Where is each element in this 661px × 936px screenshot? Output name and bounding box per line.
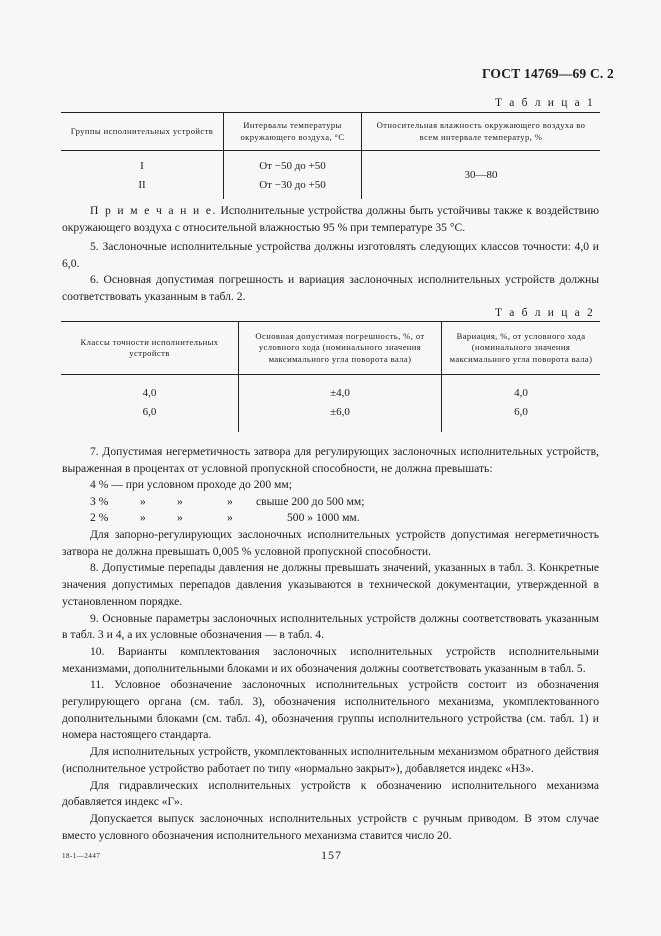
table2-header-variation: Вариация, %, от условного хода (номинального значения максимального угла поворота вала) — [442, 322, 601, 375]
table2-error-cell: ±4,0 — [239, 375, 442, 404]
paragraph-7b: Для запорно-регулирующих заслоночных исполнительных устройств допустимая негерметичность затвора не должна превышать 0,005 % условной пропускной способности. — [62, 528, 599, 558]
list-item: 2 % » » » 500 » 1000 мм. — [90, 511, 360, 525]
table2-variation-cell: 4,0 — [442, 375, 601, 404]
paragraph-6: 6. Основная допустимая погрешность и вариация заслоночных исполнительных устройств должны соответствовать указанным в табл. 2. — [62, 273, 599, 304]
table-row — [61, 151, 600, 177]
table1-header-humidity: Относительная влажность окружающего воздуха во всем интервале температур, % — [362, 113, 601, 151]
list-item: 3 % » » » свыше 200 до 500 мм; — [90, 494, 365, 508]
list-item: 4 % — при условном проходе до 200 мм; — [90, 478, 292, 491]
table1-temperature-cell: От −30 до +50 — [224, 176, 362, 199]
paragraphs-5-6 — [62, 239, 599, 306]
table2-class-cell: 6,0 — [142, 406, 157, 418]
table2-header-class: Классы точности исполнительных устройств — [80, 336, 219, 358]
paragraph-10: 10. Варианты комплектования заслоночных исполнительных устройств исполнительными механизмами, дополнительными блоками и их обозначения должны соответствовать указанным в табл. 5. — [62, 644, 599, 675]
table2-caption: Т а б л и ц а 2 — [494, 307, 595, 319]
paragraphs-7b-to-11d — [62, 527, 599, 844]
page-number: 157 — [321, 848, 342, 862]
table-row — [61, 375, 600, 404]
table1-caption: Т а б л и ц а 1 — [494, 97, 595, 109]
table2-header-error: Основная допустимая погрешность, %, от условного хода (номинального значения максимального угла поворота вала) — [239, 322, 442, 375]
table1-header-row — [61, 113, 600, 151]
table2-class-cell: 4,0 — [142, 387, 157, 399]
paragraph-5: 5. Заслоночные исполнительные устройства должны изготовлять следующих классов точности: 4,0 и 6,0. — [62, 240, 599, 270]
table1-group-cell: I — [140, 160, 144, 172]
table1-group-cell: II — [138, 179, 146, 191]
table1-header-groups: Группы исполнительных устройств — [70, 125, 214, 136]
paragraph-11d: Допускается выпуск заслоночных исполнительных устройств с ручным приводом. В этом случае вместо условного обозначения исполнительного механизма ставится число 20. — [62, 811, 599, 842]
leak-list — [90, 477, 510, 527]
print-code: 18-1—2447 — [62, 852, 101, 860]
table-row — [61, 403, 600, 432]
page-header: ГОСТ 14769—69 С. 2 — [481, 66, 614, 81]
table1-header-temperature: Интервалы температуры окружающего воздуха, °С — [224, 113, 362, 151]
paragraph-11b: Для исполнительных устройств, укомплектованных исполнительным механизмом обратного действия (исполнительное устройство работает по типу «нормально закрыт»), добавляется индекс «НЗ». — [62, 745, 599, 775]
table2-header-row — [61, 322, 600, 375]
paragraph-11: 11. Условное обозначение заслоночных исполнительных устройств состоит из обозначения регулирующего органа (см. табл. 3), обозначения исполнительного механизма, укомплектованного дополнительными блоками (см. табл. 4), обозначения группы исполнительного устройства (см. табл. 1) и номера настоящего стандарта. — [62, 678, 599, 742]
table1 — [61, 112, 600, 199]
note-paragraph — [62, 203, 599, 236]
table2-error-cell: ±6,0 — [239, 403, 442, 432]
paragraph-11c: Для гидравлических исполнительных устройств к обозначению исполнительного механизма добавляется индекс «Г». — [62, 778, 599, 809]
note-label: П р и м е ч а н и е. — [90, 204, 217, 217]
table1-temperature-cell: От −50 до +50 — [224, 151, 362, 177]
note-text: Исполнительные устройства должны быть устойчивы также к воздействию окружающего воздуха с относительной влажностью 95 % при температуре 35 °С. — [62, 204, 599, 234]
table1-humidity-cell: 30—80 — [362, 151, 601, 200]
paragraph-8: 8. Допустимые перепады давления не должны превышать значений, указанных в табл. 3. Конкретные значения допустимых перепадов давления указываются в технической документации, утвержденной в установленном порядке. — [62, 561, 599, 608]
paragraph-7: 7. Допустимая негерметичность затвора для регулирующих заслоночных исполнительных устройств, выраженная в процентах от условной пропускной способности, не должна превышать: — [62, 445, 599, 475]
paragraph-9: 9. Основные параметры заслоночных исполнительных устройств должны соответствовать указанным в табл. 3 и 4, а их условные обозначения — в табл. 4. — [62, 611, 599, 642]
table2 — [61, 321, 600, 432]
table2-variation-cell: 6,0 — [442, 403, 601, 432]
